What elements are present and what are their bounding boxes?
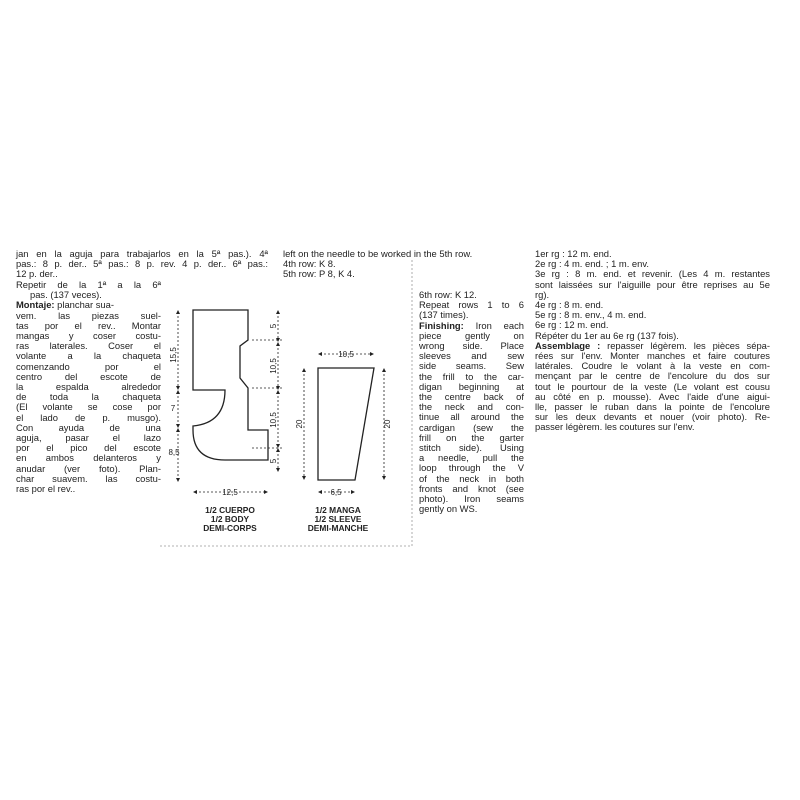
montaje-first: planchar sua- — [54, 299, 114, 311]
text-line: rg). — [535, 288, 550, 300]
text-line: tas por el rev.. Montar — [16, 319, 161, 331]
text-line: 3e rg : 8 m. end. et revenir. (Les 4 m. restantes — [535, 268, 770, 280]
body-dim-label: 5 — [269, 458, 278, 464]
text-line: 5e rg : 8 m. env., 4 m. end. — [535, 309, 647, 321]
sleeve-piece-outline — [318, 368, 374, 480]
text-line: piece gently on — [419, 329, 524, 341]
text-line: aguja, pasar el lazo — [16, 432, 161, 444]
text-line: sont laissées sur l'aiguille pour être reprises au 5e — [535, 278, 770, 290]
sleeve-dim-label: 20 — [295, 419, 304, 429]
text-line: sleeves and sew — [419, 350, 524, 362]
text-line: Répéter du 1er au 6e rg (137 fois). — [535, 329, 679, 341]
text-line: left on the needle to be worked in the 5th row. — [283, 248, 473, 259]
text-line: au côté en p. mousse). Avec l'aide d'une aigui- — [535, 390, 770, 402]
montaje-label: Montaje: — [16, 299, 55, 311]
diagram-frame — [160, 260, 412, 546]
body-dim-label: 10,5 — [269, 358, 278, 374]
text-line: sur les deux devants et nouer (voir photo). Re- — [535, 411, 770, 423]
text-line: wrong side. Place — [419, 340, 524, 352]
text-line: loop through the V — [419, 462, 524, 474]
text-line: a needle, pull the — [419, 452, 524, 464]
text-line: 4e rg : 8 m. end. — [535, 299, 604, 311]
text-line: lle, passer le ruban dans la pointe de l'encolure — [535, 401, 770, 413]
text-line: char suavem. las costu- — [16, 472, 161, 484]
text-line: stitch side). Using — [419, 442, 524, 454]
text-line: 12 p. der.. — [16, 268, 58, 280]
text-line: (137 times). — [419, 309, 469, 321]
text-line: photo). Iron seams — [419, 493, 524, 505]
text-line: la espalda alrededor — [16, 381, 161, 393]
text-line: digan beginning at — [419, 380, 524, 392]
assemblage-label: Assemblage : — [535, 339, 601, 351]
text-line: vem. las piezas suel- — [16, 309, 161, 321]
body-dim-label: 5 — [269, 323, 278, 329]
text-line: Con ayuda de una — [16, 421, 161, 433]
sleeve-dim-label: 6,5 — [330, 488, 342, 497]
body-dim-label: 8,5 — [168, 448, 180, 457]
text-line: Repetir de la 1ª a la 6ª — [16, 279, 161, 290]
text-line: the centre back of — [419, 391, 524, 403]
text-line: tout le pourtour de la veste (Le volant est cousu — [535, 380, 770, 392]
text-line: jan en la aguja para trabajarlos en la 5ª pas.). 4ª — [16, 248, 268, 259]
text-line: centro del escote de — [16, 370, 161, 382]
sleeve-dim-label: 10,5 — [338, 350, 354, 359]
text-line: mangas y coser costu- — [16, 330, 161, 342]
body-dim-label: 15,5 — [169, 347, 178, 363]
text-line: 1er rg : 12 m. end. — [535, 248, 612, 259]
sleeve-dims — [304, 354, 384, 492]
caption-line: 1/2 SLEEVE — [314, 514, 362, 524]
text-line: 6e rg : 12 m. end. — [535, 319, 609, 331]
sleeve-caption — [298, 506, 378, 533]
text-line: fronts and knot (see — [419, 482, 524, 494]
body-dim-right — [252, 312, 282, 470]
caption-line: 1/2 BODY — [210, 514, 250, 524]
text-line: the frill to the car- — [419, 370, 524, 382]
text-line: el lado de p. musgo). — [16, 411, 161, 423]
text-line: tinue all around the — [419, 411, 524, 423]
sleeve-dim-label: 20 — [383, 419, 392, 429]
caption-line: 1/2 MANGA — [315, 505, 361, 515]
assemblage-first: repasser légèrem. les pièces sépa- — [600, 339, 770, 351]
text-line: 5th row: P 8, K 4. — [283, 268, 355, 280]
body-caption — [190, 506, 270, 533]
finishing-label: Finishing: — [419, 319, 464, 331]
text-line: rées sur l'env. Monter manches et faire coutures — [535, 350, 770, 362]
text-line: mençant par le centre de l'encolure du dos sur — [535, 370, 770, 382]
text-line: frill on the garter — [419, 431, 524, 443]
text-line: en ambos delanteros y — [16, 452, 161, 464]
finishing-first: Iron each — [463, 319, 524, 331]
text-line: volante a la chaqueta — [16, 350, 161, 362]
text-line: pas. (137 veces). — [30, 289, 102, 301]
text-line: por el pico del escote — [16, 442, 161, 454]
body-dim-label: 10,5 — [269, 412, 278, 428]
text-line: latérales. Coudre le volant à la veste en com- — [535, 360, 770, 372]
text-line: cardigan (sew the — [419, 421, 524, 433]
text-line: side seams. Sew — [419, 360, 524, 372]
text-line: 4th row: K 8. — [283, 258, 336, 270]
text-line: (El volante se cose por — [16, 401, 161, 413]
text-line: gently on WS. — [419, 503, 478, 515]
text-line: Repeat rows 1 to 6 — [419, 299, 524, 311]
text-line: de toda la chaqueta — [16, 391, 161, 403]
text-line: the neck and con- — [419, 401, 524, 413]
text-line: passer légèrem. les coutures sur l'env. — [535, 421, 695, 433]
text-line: comenzando por el — [16, 360, 161, 372]
text-line: pas.: 8 p. der.. 5ª pas.: 8 p. rev. 4 p. der.. 6ª pas.: — [16, 258, 268, 270]
text-line: 6th row: K 12. — [419, 289, 477, 300]
text-line: ras por el rev.. — [16, 483, 76, 495]
caption-line: DEMI-CORPS — [203, 523, 257, 533]
caption-line: 1/2 CUERPO — [205, 505, 255, 515]
body-piece-outline — [193, 310, 268, 460]
caption-line: DEMI-MANCHE — [307, 523, 369, 533]
body-dim-label: 12,5 — [222, 488, 238, 497]
body-dim-label: 7 — [170, 404, 176, 413]
text-line: of the neck in both — [419, 472, 524, 484]
text-line: ras laterales. Coser el — [16, 340, 161, 352]
text-line: anudar (ver foto). Plan- — [16, 462, 161, 474]
text-line: 2e rg : 4 m. end. ; 1 m. env. — [535, 258, 649, 270]
